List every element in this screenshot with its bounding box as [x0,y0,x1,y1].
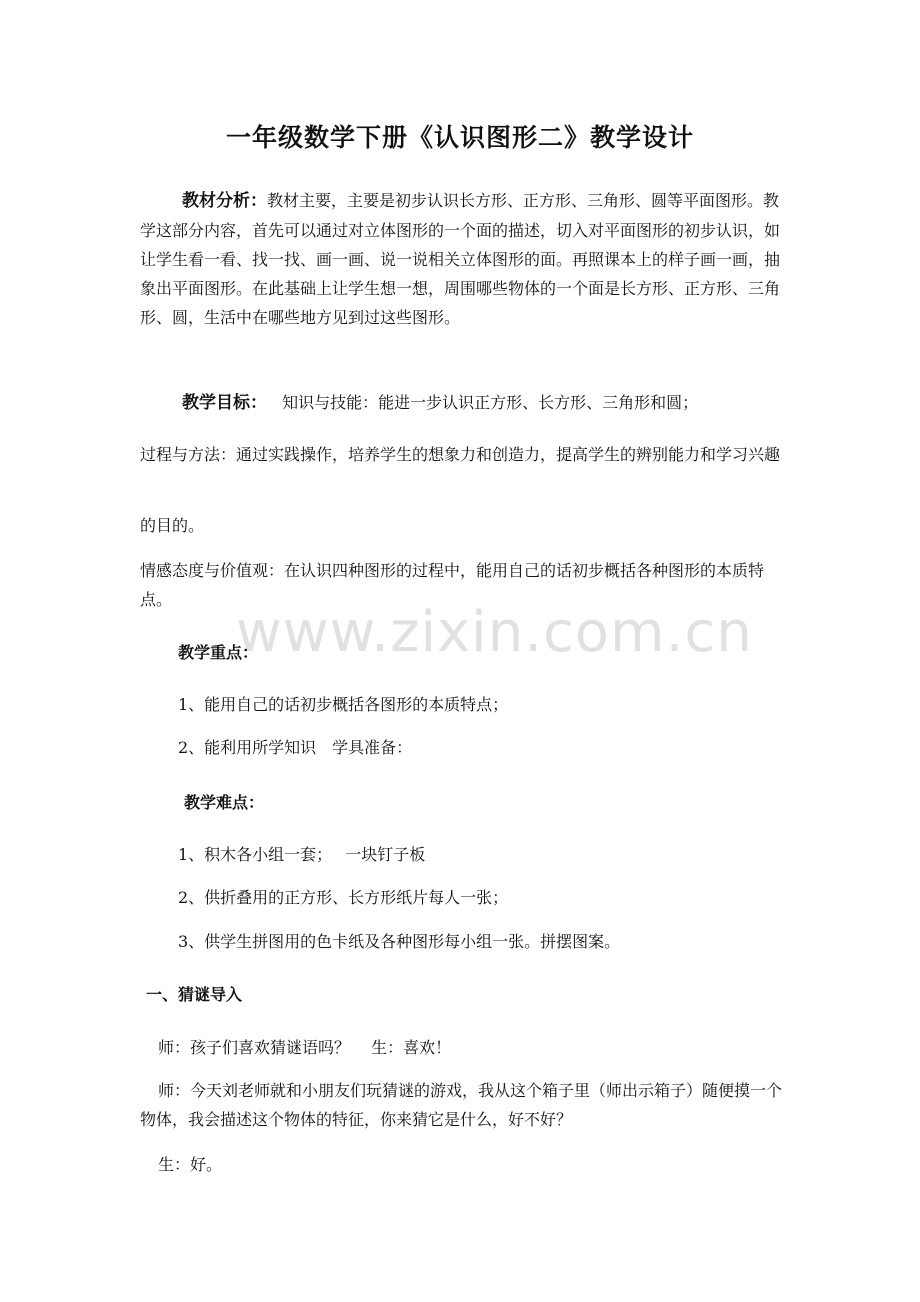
keypoints-heading: 教学重点： [178,643,259,662]
section1-heading: 一、猜谜导入 [146,985,243,1004]
difficulty-item: 1、积木各小组一套； 一块钉子板 [178,845,426,864]
dialogue-line: 师：孩子们喜欢猜谜语吗？ 生：喜欢！ [158,1038,452,1057]
watermark: www.zixin.com.cn [236,600,753,665]
keypoint-item: 2、能利用所学知识 学具准备： [178,738,413,757]
goals-item-attitude: 情感态度与价值观：在认识四种图形的过程中，能用自己的话初步概括各种图形的本质特点。 [140,561,765,609]
goals-item-process: 过程与方法：通过实践操作，培养学生的想象力和创造力，提高学生的辨别能力和学习兴趣 [140,445,781,464]
keypoint-item: 1、能用自己的话初步概括各图形的本质特点； [178,695,509,714]
analysis-text: 教材主要，主要是初步认识长方形、正方形、三角形、圆等平面图形。教学这部分内容，首先可以通过对立体图形的一个面的描述，切入对平面图形的初步认识，如让学生看一看、找一找、画一画、说一说相关立体图形的面。再照课本上的样子画一画，抽象出平面图形。在此基础上让学生想一想，周围哪些物体的一个面是长方形、正方形、三角形、圆，生活中在哪些地方见到过这些图形。 [140,191,781,327]
document-title: 一年级数学下册《认识图形二》教学设计 [225,123,694,152]
difficulty-item: 3、供学生拼图用的色卡纸及各种图形每小组一张。拼摆图案。 [178,932,621,951]
goals-item-process-tail: 的目的。 [140,516,205,535]
dialogue-line: 生：好。 [158,1155,223,1174]
goals-paragraph [182,388,698,418]
dialogue-line: 师：今天刘老师就和小朋友们玩猜谜的游戏，我从这个箱子里（师出示箱子）随便摸一个物体，我会描述这个物体的特征，你来猜它是什么，好不好？ [140,1081,783,1129]
difficulty-item: 2、供折叠用的正方形、长方形纸片每人一张； [178,888,509,907]
analysis-paragraph [140,186,784,332]
analysis-heading: 教材分析： [182,191,267,211]
difficulties-heading: 教学难点： [184,793,265,812]
goals-item-knowledge: 知识与技能：能进一步认识正方形、长方形、三角形和圆； [282,393,699,412]
goals-heading: 教学目标： [182,393,267,413]
